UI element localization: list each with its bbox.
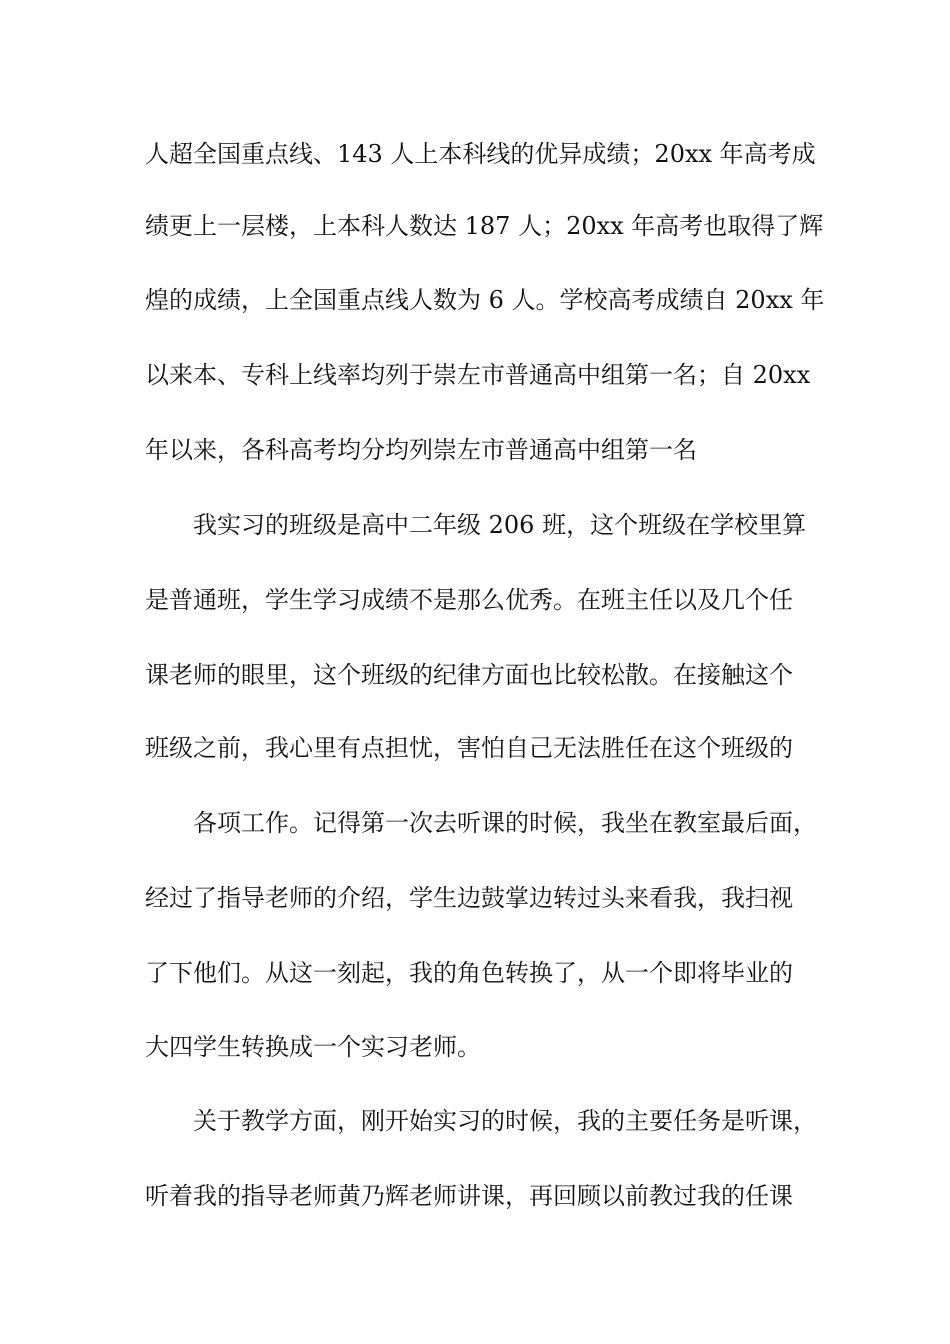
text-line: 了下他们。从这一刻起，我的角色转换了，从一个即将毕业的 <box>145 959 793 987</box>
text-line: 班级之前，我心里有点担忧，害怕自己无法胜任在这个班级的 <box>145 734 793 762</box>
text-line: 是普通班，学生学习成绩不是那么优秀。在班主任以及几个任 <box>145 586 793 614</box>
text-line: 课老师的眼里，这个班级的纪律方面也比较松散。在接触这个 <box>145 661 793 689</box>
text-line: 年以来，各科高考均分均列崇左市普通高中组第一名 <box>145 436 697 464</box>
text-line: 绩更上一层楼，上本科人数达 187 人；20xx 年高考也取得了辉 <box>145 212 824 240</box>
text-line: 以来本、专科上线率均列于崇左市普通高中组第一名；自 20xx <box>145 361 811 389</box>
paragraph-start-line: 各项工作。记得第一次去听课的时候，我坐在教室最后面， <box>193 809 817 837</box>
text-line: 人超全国重点线、143 人上本科线的优异成绩；20xx 年高考成 <box>145 140 816 168</box>
text-line: 听着我的指导老师黄乃辉老师讲课，再回顾以前教过我的任课 <box>145 1182 793 1210</box>
text-line: 煌的成绩，上全国重点线人数为 6 人。学校高考成绩自 20xx 年 <box>145 286 825 314</box>
text-line: 大四学生转换成一个实习老师。 <box>145 1033 481 1061</box>
paragraph-start-line: 我实习的班级是高中二年级 206 班，这个班级在学校里算 <box>193 511 807 539</box>
text-line: 经过了指导老师的介绍，学生边鼓掌边转过头来看我，我扫视 <box>145 884 793 912</box>
paragraph-start-line: 关于教学方面，刚开始实习的时候，我的主要任务是听课， <box>193 1107 817 1135</box>
